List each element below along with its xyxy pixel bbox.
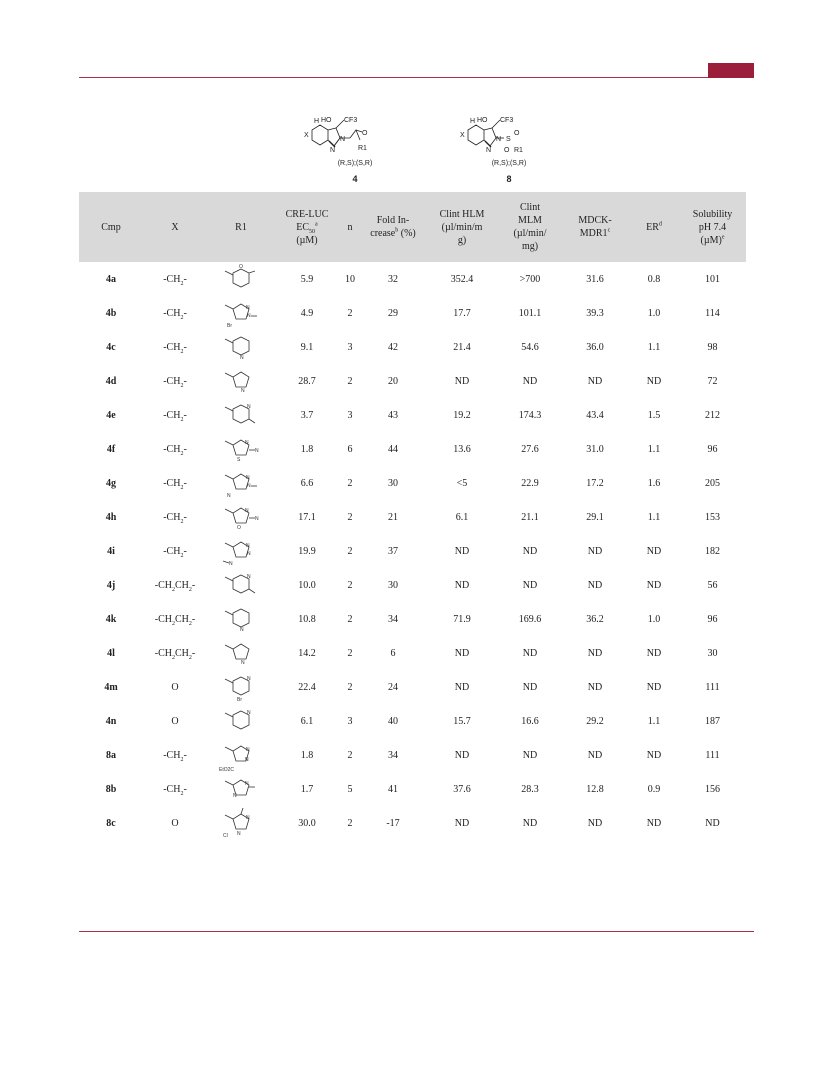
svg-text:N: N <box>246 543 250 549</box>
cell-fold: 34 <box>388 613 398 625</box>
col-n: n <box>347 221 353 233</box>
svg-text:Br: Br <box>227 323 232 329</box>
structure-8-label: 8 <box>506 174 512 184</box>
cell-ec50: 28.7 <box>298 375 316 387</box>
table-row <box>79 432 746 466</box>
table-row <box>79 330 746 364</box>
cell-ec50: 19.9 <box>298 545 316 557</box>
cell-n: 2 <box>347 681 353 693</box>
cell-ec50: 17.1 <box>298 511 316 523</box>
cell-hlm: 71.9 <box>453 613 471 625</box>
cell-mlm: 16.6 <box>521 715 539 727</box>
cell-cmp: 4e <box>106 409 116 421</box>
cell-cmp: 8b <box>105 783 117 795</box>
cell-ec50: 6.6 <box>300 477 314 489</box>
cell-sol: 205 <box>705 477 720 489</box>
table-row <box>79 466 746 500</box>
cell-sol: ND <box>705 817 720 829</box>
svg-text:N: N <box>229 561 233 567</box>
cell-x: $-CH_2-$ <box>163 783 187 797</box>
table-row <box>79 534 746 568</box>
cell-mdck: ND <box>587 545 603 557</box>
footer-rule <box>79 931 754 932</box>
structure-4-h: H <box>314 118 320 125</box>
r1-structure-icon <box>207 398 275 432</box>
cell-sol: 56 <box>707 579 718 591</box>
svg-text:N: N <box>240 355 244 361</box>
cell-n: 3 <box>347 409 353 421</box>
svg-text:S: S <box>237 457 241 463</box>
cell-sol: 30 <box>707 647 718 659</box>
cell-hlm: ND <box>454 817 470 829</box>
table-row <box>79 262 746 296</box>
structure-8-n1: N <box>496 136 502 143</box>
cell-er: ND <box>646 545 662 557</box>
cell-sol: 96 <box>707 443 718 455</box>
cell-er: 1.6 <box>647 477 661 489</box>
cell-er: ND <box>646 681 662 693</box>
cell-er: 0.9 <box>647 783 661 795</box>
cell-ec50: 3.7 <box>300 409 314 421</box>
structure-8-r1: R1 <box>514 147 523 154</box>
cell-ec50: 5.9 <box>300 273 314 285</box>
cell-mdck: 12.8 <box>586 783 604 795</box>
structure-4-n1: N <box>340 136 346 143</box>
cell-sol: 72 <box>707 375 718 387</box>
structure-8-h: H <box>470 118 476 125</box>
svg-text:N: N <box>247 551 251 557</box>
structure-8-drawing <box>444 108 574 160</box>
cell-fold: 30 <box>388 579 398 591</box>
cell-sol: 187 <box>705 715 720 727</box>
cell-hlm: ND <box>454 647 470 659</box>
cell-mdck: 43.4 <box>586 409 604 421</box>
r1-structure-icon <box>207 534 275 568</box>
cell-fold: 42 <box>388 341 398 353</box>
cell-mdck: 17.2 <box>586 477 604 489</box>
cell-fold: 24 <box>388 681 398 693</box>
table-row <box>79 398 746 432</box>
structure-8-o2: O <box>504 147 510 154</box>
cell-hlm: 6.1 <box>455 511 469 523</box>
r1-structure-icon <box>207 602 275 636</box>
cell-mlm: 169.6 <box>518 613 542 625</box>
cell-mdck: ND <box>587 647 603 659</box>
svg-text:N: N <box>255 516 259 522</box>
col-ec50: CRE-LUC $EC_{50}^a$ (µM) <box>285 208 329 246</box>
cell-fold: 6 <box>390 647 396 659</box>
r1-structure-icon <box>207 670 275 704</box>
cell-sol: 111 <box>705 681 720 693</box>
r1-structure-icon <box>207 500 275 534</box>
header-rule <box>79 77 754 78</box>
svg-text:Cl: Cl <box>223 833 228 839</box>
svg-text:N: N <box>247 313 251 319</box>
cell-er: ND <box>646 647 662 659</box>
svg-text:N: N <box>255 448 259 454</box>
cell-n: 2 <box>347 307 353 319</box>
col-mdck: MDCK- MDR1$^c$ <box>578 215 612 239</box>
cell-fold: 37 <box>388 545 398 557</box>
cell-cmp: 8a <box>106 749 116 761</box>
svg-text:N: N <box>246 747 250 753</box>
col-mlm: Clint MLM (µl/min/ mg) <box>513 202 547 252</box>
cell-cmp: 4l <box>107 647 115 659</box>
cell-fold: 20 <box>388 375 398 387</box>
svg-text:N: N <box>247 676 251 682</box>
cell-mlm: >700 <box>519 273 541 285</box>
structure-8-o1: O <box>514 130 520 137</box>
cell-mlm: ND <box>522 817 538 829</box>
cell-hlm: 15.7 <box>453 715 471 727</box>
cell-sol: 98 <box>707 341 718 353</box>
cell-x: $-CH_2-$ <box>163 511 187 525</box>
cell-mdck: 29.2 <box>586 715 604 727</box>
cell-mlm: ND <box>522 749 538 761</box>
structure-4-ho: HO <box>321 117 332 124</box>
cell-n: 6 <box>347 443 353 455</box>
cell-mlm: ND <box>522 545 538 557</box>
cell-fold: 30 <box>388 477 398 489</box>
cell-fold: 44 <box>388 443 398 455</box>
structure-8-cf3: CF3 <box>500 117 514 124</box>
table-row <box>79 602 746 636</box>
svg-text:N: N <box>247 483 251 489</box>
cell-fold: 43 <box>388 409 398 421</box>
cell-mlm: ND <box>522 681 538 693</box>
svg-text:EtO2C: EtO2C <box>219 767 235 771</box>
cell-sol: 111 <box>705 749 720 761</box>
cell-n: 2 <box>347 545 353 557</box>
svg-text:O: O <box>237 525 241 531</box>
cell-n: 2 <box>347 477 353 489</box>
cell-n: 10 <box>345 273 355 285</box>
cell-cmp: 8c <box>106 817 116 829</box>
col-r1: R1 <box>235 221 247 233</box>
cell-fold: 29 <box>388 307 398 319</box>
structure-8-ho: HO <box>477 117 488 124</box>
cell-n: 5 <box>347 783 353 795</box>
cell-mdck: 29.1 <box>586 511 604 523</box>
cell-n: 2 <box>347 647 353 659</box>
structure-4-r1: R1 <box>358 145 367 152</box>
structure-8 <box>444 108 574 186</box>
cell-n: 2 <box>347 375 353 387</box>
svg-text:N: N <box>245 757 249 763</box>
cell-cmp: 4k <box>105 613 117 625</box>
cell-mdck: ND <box>587 817 603 829</box>
cell-hlm: <5 <box>456 477 468 489</box>
cell-cmp: 4n <box>105 715 117 727</box>
svg-text:N: N <box>241 388 245 394</box>
cell-hlm: 21.4 <box>453 341 471 353</box>
structure-4-cf3: CF3 <box>344 117 358 124</box>
cell-sol: 212 <box>705 409 720 421</box>
r1-structure-icon <box>207 466 275 500</box>
sar-table <box>79 192 746 840</box>
table-row <box>79 636 746 670</box>
cell-n: 3 <box>347 715 353 727</box>
cell-x: $-CH_2-$ <box>163 443 187 457</box>
cell-mlm: 28.3 <box>521 783 539 795</box>
cell-hlm: ND <box>454 681 470 693</box>
cell-hlm: ND <box>454 545 470 557</box>
structure-8-stereo: (R,S);(S,R) <box>491 160 527 167</box>
cell-er: ND <box>646 375 662 387</box>
cell-x: O <box>171 715 179 727</box>
structure-4-x: X <box>304 132 309 139</box>
svg-text:N: N <box>247 710 251 716</box>
r1-structure-icon <box>207 568 275 602</box>
cell-ec50: 1.7 <box>300 783 314 795</box>
cell-ec50: 9.1 <box>300 341 314 353</box>
svg-text:N: N <box>227 493 231 499</box>
cell-hlm: 37.6 <box>453 783 471 795</box>
table-row <box>79 772 746 806</box>
svg-text:N: N <box>233 793 237 799</box>
svg-text:N: N <box>246 305 250 311</box>
cell-sol: 153 <box>705 511 720 523</box>
cell-er: 1.1 <box>647 511 661 523</box>
cell-x: $-CH_2-$ <box>163 409 187 423</box>
cell-er: ND <box>646 817 662 829</box>
cell-cmp: 4d <box>105 375 117 387</box>
table-row <box>79 704 746 738</box>
cell-x: $-CH_2CH_2-$ <box>154 579 196 593</box>
cell-sol: 182 <box>705 545 720 557</box>
table-header-row <box>79 192 746 262</box>
cell-mdck: ND <box>587 749 603 761</box>
cell-hlm: ND <box>454 749 470 761</box>
cell-mdck: ND <box>587 375 603 387</box>
structure-4-label: 4 <box>352 174 358 184</box>
structure-8-s: S <box>506 136 511 143</box>
cell-fold: 41 <box>388 783 398 795</box>
cell-x: $-CH_2-$ <box>163 341 187 355</box>
cell-ec50: 22.4 <box>298 681 316 693</box>
structure-4-n2: N <box>330 147 336 154</box>
r1-structure-icon <box>207 296 275 330</box>
cell-er: ND <box>646 579 662 591</box>
cell-cmp: 4f <box>106 443 116 455</box>
r1-structure-icon <box>207 364 275 398</box>
cell-fold: 21 <box>388 511 398 523</box>
cell-cmp: 4c <box>106 341 116 353</box>
cell-n: 3 <box>347 341 353 353</box>
cell-x: $-CH_2-$ <box>163 545 187 559</box>
cell-mlm: 22.9 <box>521 477 539 489</box>
cell-er: 0.8 <box>647 273 661 285</box>
svg-text:N: N <box>246 475 250 481</box>
cell-n: 2 <box>347 749 353 761</box>
cell-sol: 101 <box>705 273 720 285</box>
cell-cmp: 4b <box>105 307 117 319</box>
cell-x: $-CH_2CH_2-$ <box>154 613 196 627</box>
table-row <box>79 670 746 704</box>
cell-n: 2 <box>347 511 353 523</box>
svg-text:N: N <box>246 815 250 821</box>
cell-mdck: 31.0 <box>586 443 604 455</box>
cell-cmp: 4h <box>105 511 117 523</box>
svg-text:Br: Br <box>237 697 242 703</box>
cell-x: $-CH_2-$ <box>163 273 187 287</box>
table-row <box>79 806 746 840</box>
cell-n: 2 <box>347 817 353 829</box>
table-row <box>79 364 746 398</box>
col-fold: Fold In- crease$^b$ (%) <box>370 215 416 239</box>
col-x: X <box>171 221 179 233</box>
structure-4 <box>290 108 420 186</box>
col-er: $ER^d$ <box>646 221 662 233</box>
cell-sol: 114 <box>705 307 720 319</box>
cell-cmp: 4j <box>106 579 116 591</box>
cell-hlm: ND <box>454 375 470 387</box>
r1-structure-icon <box>207 330 275 364</box>
cell-ec50: 14.2 <box>298 647 316 659</box>
cell-mlm: 174.3 <box>518 409 542 421</box>
r1-structure-icon <box>207 432 275 466</box>
cell-n: 2 <box>347 579 353 591</box>
table-row <box>79 500 746 534</box>
cell-sol: 96 <box>707 613 718 625</box>
cell-mlm: 54.6 <box>521 341 539 353</box>
cell-x: $-CH_2-$ <box>163 375 187 389</box>
cell-sol: 156 <box>705 783 720 795</box>
structure-4-o: O <box>362 130 368 137</box>
svg-text:N: N <box>241 660 245 666</box>
cell-mdck: 36.2 <box>586 613 604 625</box>
cell-x: O <box>171 817 179 829</box>
cell-cmp: 4g <box>106 477 116 489</box>
cell-er: 1.1 <box>647 341 661 353</box>
svg-text:N: N <box>247 574 251 580</box>
cell-mlm: 27.6 <box>521 443 539 455</box>
cell-ec50: 10.0 <box>298 579 316 591</box>
svg-text:O: O <box>239 264 243 270</box>
cell-cmp: 4a <box>106 273 116 285</box>
cell-mdck: 36.0 <box>586 341 604 353</box>
cell-mlm: 21.1 <box>521 511 539 523</box>
cell-mdck: 31.6 <box>586 273 604 285</box>
cell-mlm: 101.1 <box>518 307 542 319</box>
table-row <box>79 296 746 330</box>
cell-x: $-CH_2-$ <box>163 307 187 321</box>
cell-x: $-CH_2CH_2-$ <box>154 647 196 661</box>
cell-er: 1.0 <box>647 613 661 625</box>
cell-ec50: 4.9 <box>300 307 314 319</box>
cell-hlm: ND <box>454 579 470 591</box>
cell-fold: 40 <box>388 715 398 727</box>
col-solubility: Solubility pH 7.4 $(\mu M)^e$ <box>692 208 733 246</box>
cell-mlm: ND <box>522 375 538 387</box>
svg-text:N: N <box>247 404 251 410</box>
table-body <box>79 262 746 840</box>
cell-ec50: 6.1 <box>300 715 314 727</box>
header-accent-block <box>708 63 754 78</box>
structure-4-drawing <box>290 108 420 160</box>
svg-text:N: N <box>245 508 249 514</box>
cell-er: 1.1 <box>647 443 661 455</box>
cell-hlm: 352.4 <box>450 273 474 285</box>
r1-structure-icon <box>207 806 275 840</box>
structure-8-x: X <box>460 132 465 139</box>
cell-ec50: 1.8 <box>300 749 314 761</box>
cell-fold: 34 <box>388 749 398 761</box>
cell-fold: -17 <box>386 817 400 829</box>
cell-cmp: 4i <box>107 545 115 557</box>
cell-er: 1.1 <box>647 715 661 727</box>
svg-text:N: N <box>237 831 241 837</box>
r1-structure-icon <box>207 772 275 806</box>
cell-n: 2 <box>347 613 353 625</box>
cell-mdck: ND <box>587 579 603 591</box>
cell-er: 1.0 <box>647 307 661 319</box>
cell-mdck: ND <box>587 681 603 693</box>
cell-er: 1.5 <box>647 409 661 421</box>
cell-ec50: 30.0 <box>298 817 316 829</box>
svg-text:N: N <box>240 627 244 633</box>
cell-x: O <box>171 681 179 693</box>
cell-fold: 32 <box>388 273 398 285</box>
structure-8-n2: N <box>486 147 492 154</box>
r1-structure-icon <box>207 738 275 772</box>
cell-hlm: 17.7 <box>453 307 471 319</box>
r1-structure-icon <box>207 262 275 296</box>
svg-text:N: N <box>245 440 249 446</box>
r1-structure-icon <box>207 704 275 738</box>
cell-cmp: 4m <box>104 681 118 693</box>
cell-x: $-CH_2-$ <box>163 477 187 491</box>
cell-er: ND <box>646 749 662 761</box>
col-cmp: Cmp <box>101 221 121 233</box>
cell-mdck: 39.3 <box>586 307 604 319</box>
svg-text:N: N <box>245 781 249 787</box>
table-row <box>79 568 746 602</box>
col-hlm: Clint HLM (µl/min/m g) <box>439 208 485 246</box>
cell-mlm: ND <box>522 647 538 659</box>
r1-structure-icon <box>207 636 275 670</box>
table-row <box>79 738 746 772</box>
structure-4-stereo: (R,S);(S,R) <box>337 160 373 167</box>
cell-hlm: 19.2 <box>453 409 471 421</box>
cell-mlm: ND <box>522 579 538 591</box>
cell-ec50: 1.8 <box>300 443 314 455</box>
cell-hlm: 13.6 <box>453 443 471 455</box>
cell-x: $-CH_2-$ <box>163 749 187 763</box>
cell-ec50: 10.8 <box>298 613 316 625</box>
